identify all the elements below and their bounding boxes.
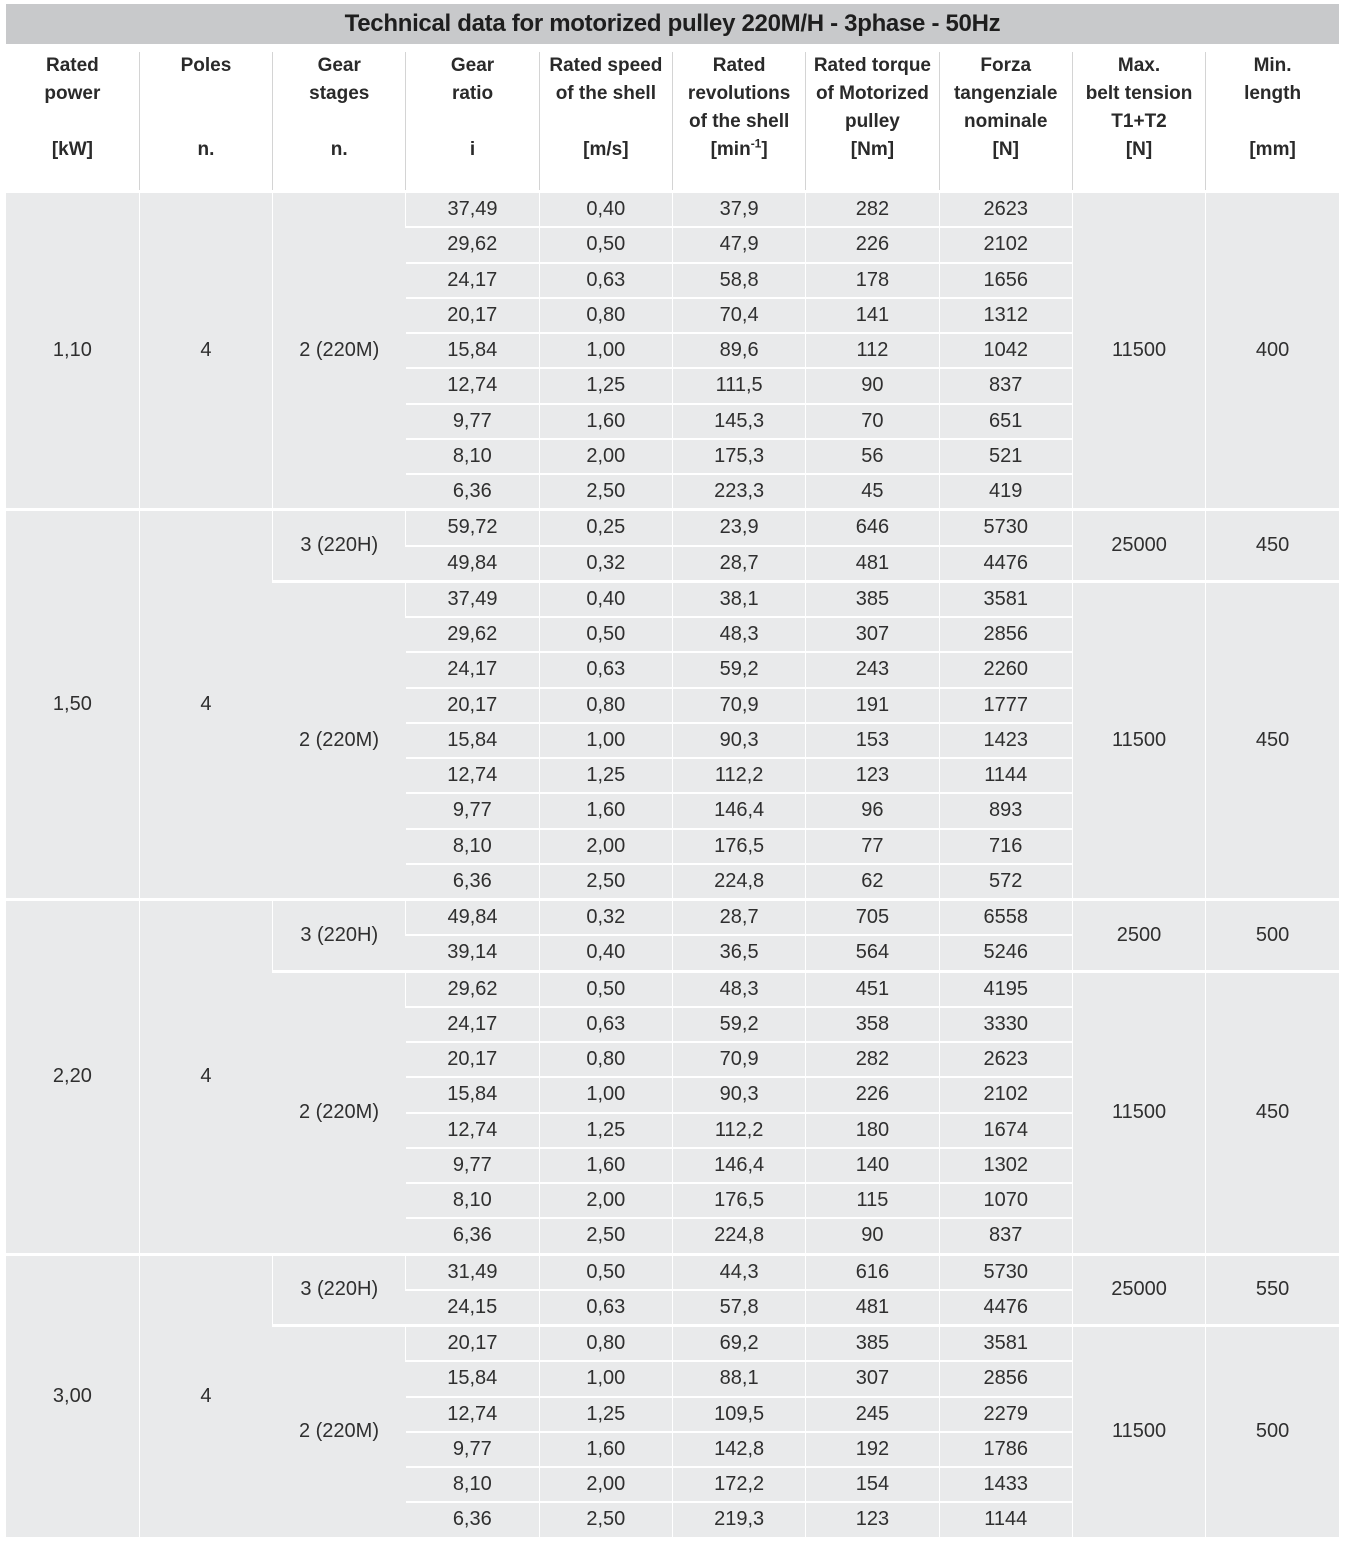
max-belt-tension-cell: 11500	[1072, 581, 1205, 899]
header-line	[6, 108, 139, 136]
header-line: [Nm]	[850, 139, 895, 160]
header-line: $[\min^{-1}]$	[710, 136, 768, 160]
rated-speed-cell: 0,80	[539, 1042, 672, 1077]
header-line: Gear	[450, 55, 495, 76]
table-row	[6, 900, 1339, 936]
rated-torque-cell: 481	[806, 546, 939, 582]
rated-torque-cell: 90	[806, 1218, 939, 1254]
gear-stages-cell: 3 (220H)	[273, 510, 406, 582]
rated-revolutions-cell: 58,8	[672, 263, 805, 298]
header-line: of the shell	[555, 83, 656, 104]
rated-revolutions-cell: 38,1	[672, 581, 805, 617]
rated-speed-cell: 0,50	[539, 971, 672, 1007]
gear-ratio-cell: 9,77	[406, 1148, 539, 1183]
rated-revolutions-cell: 111,5	[672, 368, 805, 403]
rated-revolutions-cell: 59,2	[672, 652, 805, 687]
forza-cell: 1042	[939, 333, 1072, 368]
gear-ratio-cell: 29,62	[406, 617, 539, 652]
rated-speed-cell: 1,00	[539, 1361, 672, 1396]
rated-torque-cell: 123	[806, 758, 939, 793]
gear-ratio-cell: 20,17	[406, 1326, 539, 1362]
gear-stages-cell: 2 (220M)	[273, 1326, 406, 1538]
min-length-cell: 450	[1206, 971, 1339, 1254]
rated-revolutions-cell: 175,3	[672, 439, 805, 474]
rated-torque-cell: 385	[806, 1326, 939, 1362]
min-length-cell: 400	[1206, 192, 1339, 510]
rated-torque-cell: 245	[806, 1397, 939, 1432]
header-line: belt tension	[1085, 83, 1193, 104]
gear-ratio-cell: 37,49	[406, 581, 539, 617]
forza-cell: 6558	[939, 900, 1072, 936]
rated-speed-cell: 1,60	[539, 1432, 672, 1467]
header-line: ratio	[451, 83, 494, 104]
min-length-cell: 500	[1206, 1326, 1339, 1538]
rated-revolutions-cell: 176,5	[672, 829, 805, 864]
gear-ratio-cell: 49,84	[406, 900, 539, 936]
header-line: of Motorized	[815, 83, 929, 104]
rated-speed-cell: 1,25	[539, 1397, 672, 1432]
forza-cell: 1070	[939, 1183, 1072, 1218]
forza-cell: 572	[939, 864, 1072, 900]
rated-power-cell: 1,10	[6, 192, 139, 510]
forza-cell: 5246	[939, 935, 1072, 971]
gear-ratio-cell: 6,36	[406, 864, 539, 900]
rated-speed-cell: 1,25	[539, 368, 672, 403]
forza-cell: 1312	[939, 298, 1072, 333]
header-forza-tangenziale	[939, 52, 1072, 192]
rated-speed-cell: 2,00	[539, 1183, 672, 1218]
rated-torque-cell: 385	[806, 581, 939, 617]
gear-stages-cell: 2 (220M)	[273, 581, 406, 899]
rated-torque-cell: 616	[806, 1254, 939, 1290]
rated-power-cell: 2,20	[6, 900, 139, 1255]
rated-torque-cell: 226	[806, 227, 939, 262]
gear-stages-cell: 2 (220M)	[273, 192, 406, 510]
gear-ratio-cell: 9,77	[406, 1432, 539, 1467]
rated-revolutions-cell: 36,5	[672, 935, 805, 971]
gear-ratio-cell: 24,17	[406, 1007, 539, 1042]
header-line	[1206, 108, 1339, 136]
rated-speed-cell: 0,50	[539, 227, 672, 262]
rated-torque-cell: 112	[806, 333, 939, 368]
header-line: Poles	[180, 55, 232, 76]
header-rated-torque	[806, 52, 939, 192]
gear-ratio-cell: 24,17	[406, 652, 539, 687]
rated-speed-cell: 0,63	[539, 1007, 672, 1042]
forza-cell: 2279	[939, 1397, 1072, 1432]
forza-cell: 2623	[939, 1042, 1072, 1077]
gear-ratio-cell: 20,17	[406, 1042, 539, 1077]
header-line: power	[44, 83, 101, 104]
rated-torque-cell: 90	[806, 368, 939, 403]
header-line	[540, 108, 672, 136]
rated-speed-cell: 1,60	[539, 793, 672, 828]
rated-torque-cell: 180	[806, 1113, 939, 1148]
gear-ratio-cell: 24,15	[406, 1290, 539, 1326]
header-line: [N]	[992, 139, 1019, 160]
forza-cell: 2856	[939, 617, 1072, 652]
rated-speed-cell: 0,40	[539, 581, 672, 617]
rated-speed-cell: 0,25	[539, 510, 672, 546]
gear-stages-cell: 3 (220H)	[273, 1254, 406, 1326]
gear-ratio-cell: 20,17	[406, 688, 539, 723]
min-length-cell: 550	[1206, 1254, 1339, 1326]
max-belt-tension-cell: 11500	[1072, 971, 1205, 1254]
forza-cell: 1777	[939, 688, 1072, 723]
rated-torque-cell: 191	[806, 688, 939, 723]
rated-torque-cell: 282	[806, 192, 939, 228]
header-line: [kW]	[51, 139, 93, 160]
rated-torque-cell: 481	[806, 1290, 939, 1326]
rated-torque-cell: 45	[806, 474, 939, 510]
gear-ratio-cell: 6,36	[406, 474, 539, 510]
rated-power-cell: 3,00	[6, 1254, 139, 1538]
rated-revolutions-cell: 109,5	[672, 1397, 805, 1432]
rated-torque-cell: 178	[806, 263, 939, 298]
rated-speed-cell: 0,40	[539, 192, 672, 228]
forza-cell: 837	[939, 1218, 1072, 1254]
rated-torque-cell: 140	[806, 1148, 939, 1183]
header-line: n.	[330, 139, 348, 160]
poles-cell: 4	[139, 510, 272, 900]
rated-revolutions-cell: 90,3	[672, 1077, 805, 1112]
rated-torque-cell: 358	[806, 1007, 939, 1042]
gear-ratio-cell: 20,17	[406, 298, 539, 333]
gear-ratio-cell: 49,84	[406, 546, 539, 582]
gear-ratio-cell: 9,77	[406, 793, 539, 828]
gear-ratio-cell: 8,10	[406, 439, 539, 474]
forza-cell: 4195	[939, 971, 1072, 1007]
rated-speed-cell: 1,00	[539, 723, 672, 758]
gear-ratio-cell: 12,74	[406, 1113, 539, 1148]
rated-revolutions-cell: 59,2	[672, 1007, 805, 1042]
rated-revolutions-cell: 219,3	[672, 1502, 805, 1537]
header-line: nominale	[964, 111, 1048, 132]
header-line: Min.	[1253, 55, 1292, 76]
header-min-length	[1206, 52, 1339, 192]
gear-ratio-cell: 31,49	[406, 1254, 539, 1290]
rated-torque-cell: 307	[806, 617, 939, 652]
rated-speed-cell: 0,32	[539, 900, 672, 936]
rated-torque-cell: 96	[806, 793, 939, 828]
rated-revolutions-cell: 145,3	[672, 404, 805, 439]
rated-speed-cell: 2,50	[539, 1218, 672, 1254]
forza-cell: 3581	[939, 581, 1072, 617]
forza-cell: 5730	[939, 510, 1072, 546]
rated-speed-cell: 0,63	[539, 263, 672, 298]
rated-torque-cell: 192	[806, 1432, 939, 1467]
rated-torque-cell: 705	[806, 900, 939, 936]
min-length-cell: 450	[1206, 510, 1339, 582]
gear-ratio-cell: 15,84	[406, 1361, 539, 1396]
gear-ratio-cell: 29,62	[406, 971, 539, 1007]
max-belt-tension-cell: 25000	[1072, 510, 1205, 582]
rated-revolutions-cell: 23,9	[672, 510, 805, 546]
max-belt-tension-cell: 2500	[1072, 900, 1205, 972]
rated-torque-cell: 56	[806, 439, 939, 474]
rated-speed-cell: 2,50	[539, 474, 672, 510]
header-rated-power	[6, 52, 139, 192]
rated-revolutions-cell: 37,9	[672, 192, 805, 228]
rated-revolutions-cell: 88,1	[672, 1361, 805, 1396]
header-line: Rated	[712, 55, 766, 76]
rated-torque-cell: 282	[806, 1042, 939, 1077]
header-line: Rated torque	[813, 55, 932, 76]
rated-speed-cell: 0,32	[539, 546, 672, 582]
gear-ratio-cell: 15,84	[406, 333, 539, 368]
min-length-cell: 500	[1206, 900, 1339, 972]
rated-revolutions-cell: 28,7	[672, 900, 805, 936]
forza-cell: 4476	[939, 546, 1072, 582]
rated-torque-cell: 123	[806, 1502, 939, 1537]
rated-speed-cell: 2,50	[539, 864, 672, 900]
header-row	[6, 52, 1339, 192]
gear-ratio-cell: 39,14	[406, 935, 539, 971]
rated-revolutions-cell: 89,6	[672, 333, 805, 368]
forza-cell: 1423	[939, 723, 1072, 758]
header-poles	[139, 52, 272, 192]
technical-data-table	[6, 52, 1339, 1539]
header-line: stages	[309, 83, 370, 104]
rated-torque-cell: 564	[806, 935, 939, 971]
gear-stages-cell: 2 (220M)	[273, 971, 406, 1254]
rated-revolutions-cell: 70,4	[672, 298, 805, 333]
rated-speed-cell: 0,80	[539, 1326, 672, 1362]
rated-speed-cell: 0,80	[539, 298, 672, 333]
rated-speed-cell: 0,40	[539, 935, 672, 971]
rated-revolutions-cell: 90,3	[672, 723, 805, 758]
gear-ratio-cell: 24,17	[406, 263, 539, 298]
rated-revolutions-cell: 176,5	[672, 1183, 805, 1218]
forza-cell: 4476	[939, 1290, 1072, 1326]
forza-cell: 3330	[939, 1007, 1072, 1042]
gear-ratio-cell: 37,49	[406, 192, 539, 228]
rated-revolutions-cell: 223,3	[672, 474, 805, 510]
rated-revolutions-cell: 142,8	[672, 1432, 805, 1467]
gear-ratio-cell: 15,84	[406, 723, 539, 758]
forza-cell: 2623	[939, 192, 1072, 228]
gear-ratio-cell: 8,10	[406, 1183, 539, 1218]
rated-torque-cell: 153	[806, 723, 939, 758]
rated-torque-cell: 62	[806, 864, 939, 900]
header-line: Rated speed	[549, 55, 663, 76]
header-line: Rated	[46, 55, 99, 76]
rated-speed-cell: 2,00	[539, 439, 672, 474]
header-line: revolutions	[687, 83, 791, 104]
rated-power-cell: 1,50	[6, 510, 139, 900]
header-line: Max.	[1117, 55, 1161, 76]
forza-cell: 2260	[939, 652, 1072, 687]
gear-ratio-cell: 12,74	[406, 1397, 539, 1432]
gear-ratio-cell: 8,10	[406, 1467, 539, 1502]
rated-speed-cell: 1,60	[539, 404, 672, 439]
poles-cell: 4	[139, 1254, 272, 1538]
table-row	[6, 192, 1339, 228]
header-line	[273, 108, 405, 136]
rated-revolutions-cell: 48,3	[672, 971, 805, 1007]
rated-revolutions-cell: 47,9	[672, 227, 805, 262]
rated-revolutions-cell: 224,8	[672, 1218, 805, 1254]
rated-torque-cell: 451	[806, 971, 939, 1007]
rated-torque-cell: 154	[806, 1467, 939, 1502]
rated-revolutions-cell: 172,2	[672, 1467, 805, 1502]
rated-speed-cell: 1,00	[539, 333, 672, 368]
header-line	[140, 108, 272, 136]
forza-cell: 1302	[939, 1148, 1072, 1183]
header-line	[140, 80, 272, 108]
rated-revolutions-cell: 70,9	[672, 688, 805, 723]
forza-cell: 1144	[939, 758, 1072, 793]
forza-cell: 2102	[939, 1077, 1072, 1112]
rated-speed-cell: 2,00	[539, 829, 672, 864]
header-rated-revolutions	[672, 52, 805, 192]
forza-cell: 716	[939, 829, 1072, 864]
header-gear-ratio	[406, 52, 539, 192]
rated-revolutions-cell: 69,2	[672, 1326, 805, 1362]
header-line: [mm]	[1249, 139, 1296, 160]
rated-torque-cell: 141	[806, 298, 939, 333]
rated-speed-cell: 1,25	[539, 1113, 672, 1148]
forza-cell: 419	[939, 474, 1072, 510]
rated-revolutions-cell: 48,3	[672, 617, 805, 652]
rated-torque-cell: 307	[806, 1361, 939, 1396]
forza-cell: 1786	[939, 1432, 1072, 1467]
rated-speed-cell: 2,50	[539, 1502, 672, 1537]
rated-revolutions-cell: 57,8	[672, 1290, 805, 1326]
header-rated-speed	[539, 52, 672, 192]
poles-cell: 4	[139, 900, 272, 1255]
rated-revolutions-cell: 70,9	[672, 1042, 805, 1077]
table-row	[6, 1254, 1339, 1290]
rated-torque-cell: 646	[806, 510, 939, 546]
forza-cell: 521	[939, 439, 1072, 474]
rated-revolutions-cell: 112,2	[672, 1113, 805, 1148]
rated-speed-cell: 0,50	[539, 617, 672, 652]
forza-cell: 2856	[939, 1361, 1072, 1396]
gear-ratio-cell: 6,36	[406, 1502, 539, 1537]
gear-ratio-cell: 29,62	[406, 227, 539, 262]
forza-cell: 893	[939, 793, 1072, 828]
header-line: T1+T2	[1111, 111, 1167, 132]
rated-speed-cell: 2,00	[539, 1467, 672, 1502]
forza-cell: 3581	[939, 1326, 1072, 1362]
header-line: [m/s]	[583, 139, 629, 160]
header-line: pulley	[844, 111, 900, 132]
table-body	[6, 192, 1339, 1538]
rated-torque-cell: 243	[806, 652, 939, 687]
gear-ratio-cell: 12,74	[406, 758, 539, 793]
forza-cell: 2102	[939, 227, 1072, 262]
header-gear-stages	[273, 52, 406, 192]
forza-cell: 1674	[939, 1113, 1072, 1148]
forza-cell: 651	[939, 404, 1072, 439]
gear-ratio-cell: 59,72	[406, 510, 539, 546]
rated-revolutions-cell: 28,7	[672, 546, 805, 582]
rated-revolutions-cell: 146,4	[672, 793, 805, 828]
header-line: i	[469, 139, 476, 160]
table-title: Technical data for motorized pulley 220M/H - 3phase - 50Hz	[6, 4, 1339, 44]
rated-revolutions-cell: 44,3	[672, 1254, 805, 1290]
forza-cell: 837	[939, 368, 1072, 403]
gear-ratio-cell: 12,74	[406, 368, 539, 403]
gear-ratio-cell: 15,84	[406, 1077, 539, 1112]
header-line: Forza	[980, 55, 1032, 76]
rated-speed-cell: 0,80	[539, 688, 672, 723]
rated-speed-cell: 1,00	[539, 1077, 672, 1112]
poles-cell: 4	[139, 192, 272, 510]
rated-speed-cell: 0,63	[539, 1290, 672, 1326]
header-line: of the shell	[688, 111, 790, 132]
header-line	[406, 108, 538, 136]
forza-cell: 1433	[939, 1467, 1072, 1502]
max-belt-tension-cell: 11500	[1072, 1326, 1205, 1538]
rated-revolutions-cell: 112,2	[672, 758, 805, 793]
forza-cell: 1656	[939, 263, 1072, 298]
rated-speed-cell: 1,60	[539, 1148, 672, 1183]
rated-speed-cell: 1,25	[539, 758, 672, 793]
header-line: [N]	[1125, 139, 1153, 160]
table-row	[6, 510, 1339, 546]
gear-ratio-cell: 9,77	[406, 404, 539, 439]
header-max-belt-tension	[1072, 52, 1205, 192]
gear-ratio-cell: 6,36	[406, 1218, 539, 1254]
header-line: Gear	[317, 55, 361, 76]
max-belt-tension-cell: 11500	[1072, 192, 1205, 510]
rated-revolutions-cell: 146,4	[672, 1148, 805, 1183]
rated-torque-cell: 77	[806, 829, 939, 864]
rated-torque-cell: 226	[806, 1077, 939, 1112]
forza-cell: 1144	[939, 1502, 1072, 1537]
rated-torque-cell: 70	[806, 404, 939, 439]
max-belt-tension-cell: 25000	[1072, 1254, 1205, 1326]
header-line: n.	[197, 139, 215, 160]
rated-torque-cell: 115	[806, 1183, 939, 1218]
forza-cell: 5730	[939, 1254, 1072, 1290]
rated-speed-cell: 0,50	[539, 1254, 672, 1290]
gear-stages-cell: 3 (220H)	[273, 900, 406, 972]
gear-ratio-cell: 8,10	[406, 829, 539, 864]
header-line: tangenziale	[953, 83, 1058, 104]
rated-speed-cell: 0,63	[539, 652, 672, 687]
header-line: length	[1244, 83, 1302, 104]
min-length-cell: 450	[1206, 581, 1339, 899]
rated-revolutions-cell: 224,8	[672, 864, 805, 900]
